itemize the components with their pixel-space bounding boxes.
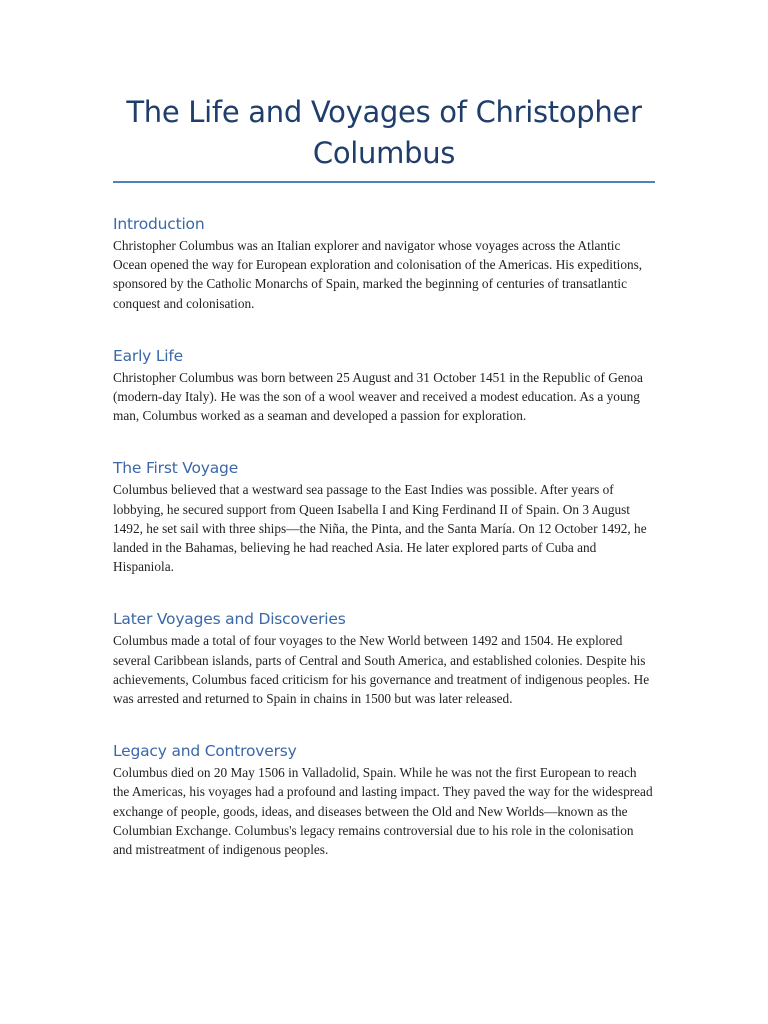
section-paragraph: Columbus died on 20 May 1506 in Valladolid, Spain. While he was not the first European to reach the Americas, his voyages had a profound and lasting impact. They paved the way for the widespread exchange of people, goods, ideas, and diseases between the Old and New Worlds—known as the Columbian Exchange. Columbus's legacy remains controversial due to his role in the colonisation and mistreatment of indigenous peoples. [113, 765, 653, 858]
section-introduction [113, 214, 655, 313]
document-title: The Life and Voyages of Christopher Columbus [126, 95, 642, 170]
section-paragraph: Columbus made a total of four voyages to the New World between 1492 and 1504. He explored several Caribbean islands, parts of Central and South America, and established colonies. Despite his achievements, Columbus faced criticism for his governance and treatment of indigenous peoples. He was arrested and returned to Spain in chains in 1500 but was later released. [113, 633, 650, 707]
section-heading: Introduction [113, 215, 205, 233]
section-paragraph: Columbus believed that a westward sea passage to the East Indies was possible. After years of lobbying, he secured support from Queen Isabella I and King Ferdinand II of Spain. On 3 August 1492, he set sail with three ships—the Niña, the Pinta, and the Santa María. On 12 October 1492, he landed in the Bahamas, believing he had reached Asia. He later explored parts of Cuba and Hispaniola. [113, 482, 647, 575]
section-later-voyages [113, 609, 655, 708]
section-paragraph: Christopher Columbus was an Italian explorer and navigator whose voyages across the Atlantic Ocean opened the way for European exploration and colonisation of the Americas. His expeditions, sponsored by the Catholic Monarchs of Spain, marked the beginning of centuries of transatlantic conquest and colonisation. [113, 238, 643, 311]
section-legacy [113, 741, 655, 859]
section-heading: Later Voyages and Discoveries [113, 610, 346, 629]
section-heading: Legacy and Controversy [113, 742, 297, 761]
section-paragraph: Christopher Columbus was born between 25 August and 31 October 1451 in the Republic of Genoa (modern-day Italy). He was the son of a wool weaver and received a modest education. As a young man, Columbus worked as a seaman and developed a passion for exploration. [113, 369, 643, 424]
section-heading: The First Voyage [113, 459, 239, 478]
title-divider [113, 181, 655, 183]
section-heading: Early Life [113, 346, 184, 365]
document-page [113, 92, 655, 859]
section-early-life [113, 346, 655, 426]
section-first-voyage [113, 458, 655, 576]
